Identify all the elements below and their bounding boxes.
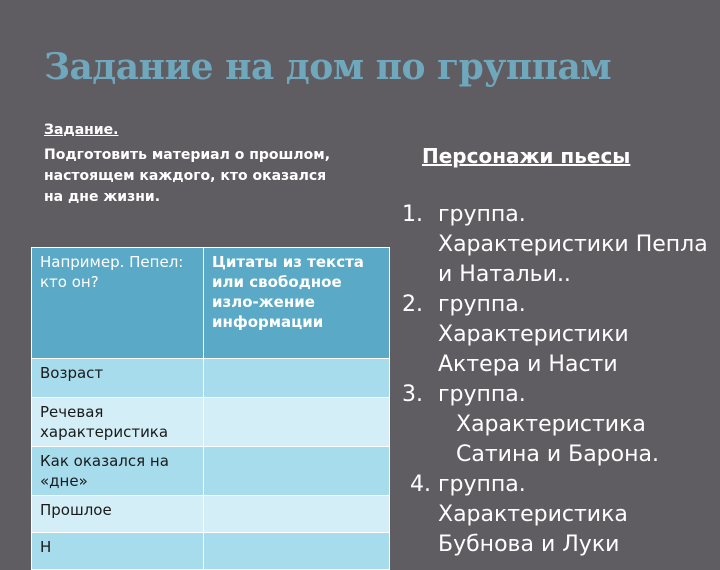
group-text: группа. [438,382,526,407]
table-row-label: Возраст [32,359,204,398]
table-row [32,359,390,398]
group-number: 4. [410,472,431,497]
table-header-cell: Например. Пепел: кто он? [32,248,204,359]
group-item [402,470,712,560]
task-text: Подготовить материал о прошлом, настоящем каждого, кто оказался на дне жизни. [44,147,331,205]
characters-heading: Персонажи пьесы [422,144,631,168]
group-item [402,380,712,470]
group-item [402,200,712,290]
group-text-continued: Характеристика Сатина и Барона. [456,412,659,467]
table-header-cell: Цитаты из текста или свободное изло-жение информации [204,248,390,359]
group-number: 2. [402,292,423,317]
group-text: группа. Характеристики Пепла и Натальи.. [438,202,708,287]
table-row-label: Как оказался на «дне» [32,447,204,496]
table-row-value [204,447,390,496]
table-row-label: Речевая характеристика [32,398,204,447]
table-row-value [204,533,390,570]
table-row-value [204,359,390,398]
table-row [32,447,390,496]
group-number: 3. [402,382,423,407]
table-row [32,398,390,447]
table-row-label: Н [32,533,204,570]
table-row [32,533,390,570]
table-row-value [204,496,390,533]
table-row-label: Прошлое [32,496,204,533]
group-text: группа. Характеристика Бубнова и Луки [438,472,628,557]
table-row-value [204,398,390,447]
group-list [402,200,712,560]
table-header-row [32,248,390,359]
character-table [31,247,390,570]
task-label: Задание. [44,122,119,138]
group-number: 1. [402,202,423,227]
table-row [32,496,390,533]
group-item [402,290,712,380]
slide-title: Задание на дом по группам [44,46,612,88]
group-text: группа. Характеристики Актера и Насти [438,292,629,377]
